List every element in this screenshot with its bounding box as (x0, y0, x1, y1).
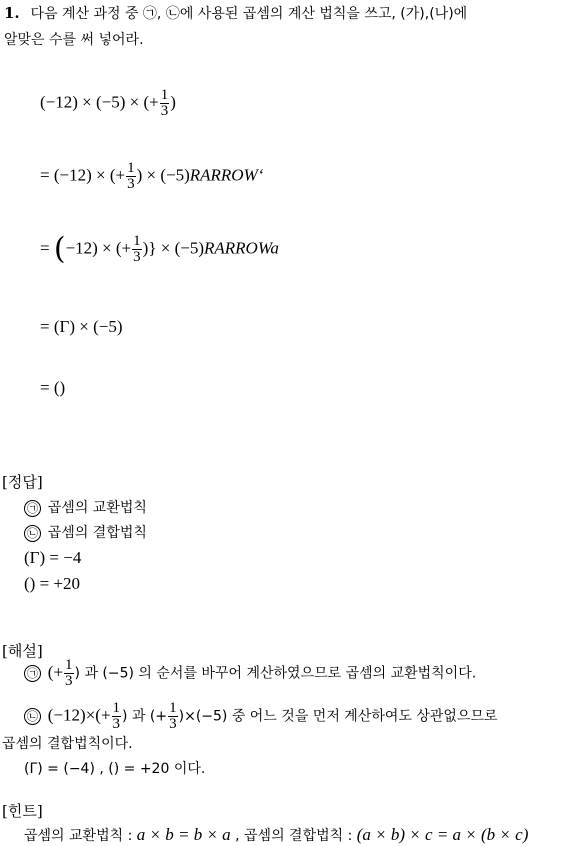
step-2-marker: RARROW‘ (189, 165, 264, 185)
hint-header: [힌트] (2, 802, 43, 820)
answer-header: [정답] (2, 473, 43, 491)
fraction-one-third: $\frac{1}{3}$ (65, 657, 73, 689)
explanation-text-2: )×(−5) 중 어느 것을 먼저 계산하여도 상관없으므로 (178, 708, 498, 725)
step-3-brace: } × (−5) (148, 238, 204, 258)
explanation-line-3: 곱셈의 결합법칙이다. (2, 736, 133, 752)
step-4: = (Γ) × (−5) (40, 317, 123, 336)
big-paren: ( (53, 231, 66, 267)
explanation-line-4: (Γ) = (−4) , () = +20 이다. (24, 761, 206, 777)
question-text-1: 다음 계산 과정 중 ㉠, ㉡에 사용된 곱셈의 계산 법칙을 쓰고, (가),(나)에 (30, 6, 468, 22)
answer-line-1 (24, 497, 147, 517)
step-2-mid: ) × (−5) (136, 165, 190, 185)
explanation-line-2: ㉡ (−12)×(+ $\frac{1}{3}$ ) 과 (+ $\frac{1}{3}$ )×(−5) 중 어느 것을 먼저 계산하여도 상관없으므로 (24, 701, 498, 732)
step-3-left: −12) × (+ (65, 238, 132, 258)
circled-giyeok-icon: ㉠ (24, 500, 41, 517)
answer-text-2: 곱셈의 결합법칙 (47, 525, 147, 541)
circled-nieun-icon: ㉡ (24, 525, 41, 542)
answer-text-1: 곱셈의 교환법칙 (47, 500, 147, 516)
answer-line-3: (Γ) = −4 (24, 548, 82, 567)
question-line-2: 알맞은 수를 써 넣어라. (4, 32, 144, 48)
step-3-mid: ) (142, 238, 149, 258)
step-3-eq: = (40, 238, 50, 258)
step-5: = () (40, 378, 66, 397)
circled-nieun-icon: ㉡ (24, 708, 41, 725)
hint-line: 곱셈의 교환법칙 : a × b = b × a , 곱셈의 결합법칙 : (a × b) × c = a × (b × c) (24, 825, 529, 844)
explanation-header: [해설] (2, 642, 43, 660)
step-1 (40, 88, 176, 119)
fraction-one-third: $\frac{1}{3}$ (127, 160, 135, 192)
question-line-1 (4, 3, 467, 23)
associative-formula: (a × b) × c = a × (b × c) (356, 825, 529, 844)
fraction-one-third: $\frac{1}{3}$ (133, 233, 141, 265)
commutative-formula: a × b = b × a (136, 825, 231, 844)
question-number: 1. (4, 4, 20, 22)
step-3 (40, 231, 279, 267)
fraction-one-third: $\frac{1}{3}$ (160, 87, 169, 119)
explanation-text-1: ) 과 (−5) 의 순서를 바꾸어 계산하였으므로 곱셈의 교환법칙이다. (74, 665, 477, 682)
step-2-left: = (−12) × (+ (40, 165, 126, 185)
step-1-right: ) (170, 92, 176, 112)
answer-line-2 (24, 522, 147, 542)
step-3-marker: RARROWa (204, 238, 279, 258)
circled-giyeok-icon: ㉠ (24, 665, 41, 682)
fraction-one-third: $\frac{1}{3}$ (112, 700, 121, 732)
step-1-left: (−12) × (−5) × (+ (40, 92, 159, 112)
fraction-one-third: $\frac{1}{3}$ (169, 700, 177, 732)
explanation-line-1: ㉠ (+ $\frac{1}{3}$ ) 과 (−5) 의 순서를 바꾸어 계산하였으므로 곱셈의 교환법칙이다. (24, 658, 476, 689)
answer-line-4: () = +20 (24, 574, 80, 593)
step-2 (40, 161, 263, 192)
